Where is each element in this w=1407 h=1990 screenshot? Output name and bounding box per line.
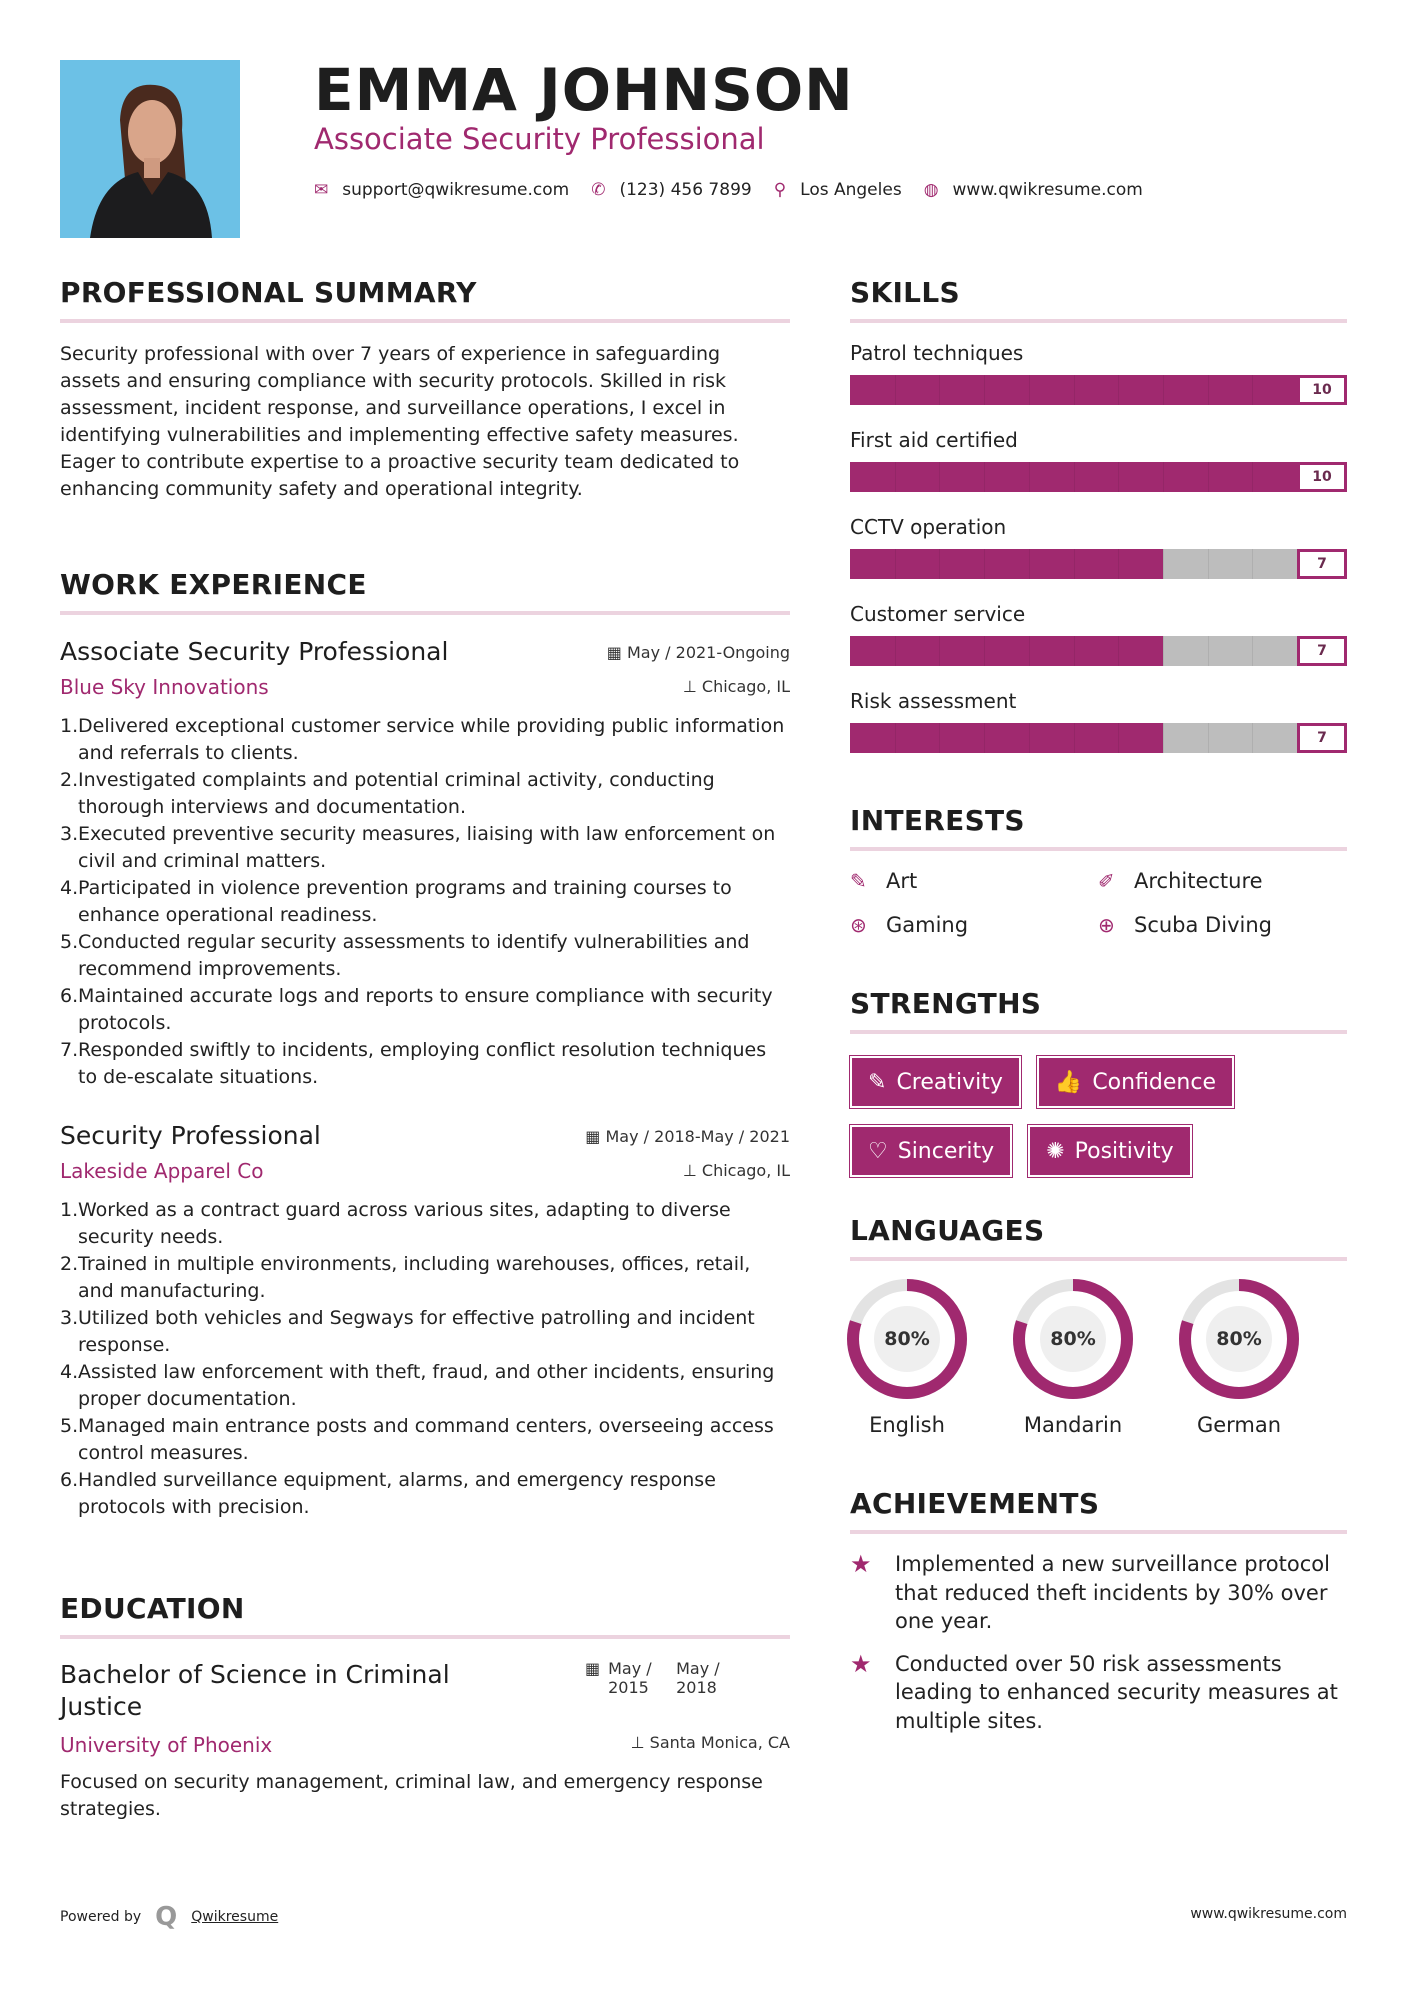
bar-segment <box>1074 723 1075 753</box>
job-entry <box>60 1121 790 1521</box>
bar-segment <box>984 636 985 666</box>
candidate-title: Associate Security Professional <box>314 122 765 156</box>
skill-bar <box>850 636 1347 666</box>
star-icon: ★ <box>850 1649 872 1678</box>
skill-item <box>850 602 1347 689</box>
skill-item <box>850 341 1347 428</box>
strength-label: Sincerity <box>897 1138 995 1164</box>
section-heading: SKILLS <box>850 276 960 309</box>
interest-item <box>1098 913 1346 937</box>
job-title: Security Professional <box>60 1121 321 1150</box>
school-name: University of Phoenix <box>60 1733 273 1757</box>
job-bullet <box>60 1197 790 1251</box>
skill-track <box>850 549 1297 579</box>
bar-segment <box>1208 549 1209 579</box>
achievement-text: Conducted over 50 risk assessments leading to enhanced security measures at multiple sites. <box>895 1651 1338 1733</box>
bar-segment <box>895 375 896 405</box>
contact-bar <box>314 180 1165 200</box>
globe-icon: ◍ <box>923 180 939 200</box>
job-bullet <box>60 929 790 983</box>
bar-segment <box>939 375 940 405</box>
bar-segment <box>895 462 896 492</box>
job-bullets <box>60 713 790 1091</box>
phone-icon: ✆ <box>591 180 606 200</box>
language-donut <box>1011 1277 1135 1401</box>
pin-icon: ⊥ <box>682 1161 702 1180</box>
divider <box>60 319 790 323</box>
bullet-text: Executed preventive security measures, liaising with law enforcement on civil and criminal matters. <box>78 823 776 872</box>
skill-item <box>850 428 1347 515</box>
skill-value: 10 <box>1297 462 1347 492</box>
language-donut <box>1177 1277 1301 1401</box>
skill-label: Risk assessment <box>850 689 1017 713</box>
bullet-number: 7. <box>60 1039 79 1061</box>
bar-segment <box>984 549 985 579</box>
calendar-icon: ▦ <box>585 1659 601 1678</box>
education-section <box>60 1592 790 1823</box>
end-date: May / 2018 <box>676 1659 720 1697</box>
bullet-text: Worked as a contract guard across various sites, adapting to diverse security needs. <box>78 1199 731 1248</box>
language-donut <box>845 1277 969 1401</box>
bar-segment <box>1163 375 1164 405</box>
brand-link[interactable]: Qwikresume <box>191 1909 279 1925</box>
job-location <box>683 1161 790 1180</box>
divider <box>850 847 1347 851</box>
strengths-section <box>850 987 1347 1177</box>
achievements-section <box>850 1487 1347 1749</box>
language-label: German <box>1196 1413 1282 1437</box>
date-text: May / 2021-Ongoing <box>627 643 790 662</box>
job-bullets <box>60 1197 790 1521</box>
skill-label: Customer service <box>850 602 1026 626</box>
job-entry <box>60 637 790 1091</box>
languages-section <box>850 1214 1347 1437</box>
thumbs-up-icon: 👍 <box>1054 1069 1083 1095</box>
job-dates <box>585 1127 790 1146</box>
skill-value: 10 <box>1297 375 1347 405</box>
section-heading: PROFESSIONAL SUMMARY <box>60 276 477 309</box>
interest-label: Scuba Diving <box>1134 913 1272 937</box>
skill-item <box>850 515 1347 602</box>
interests-section <box>850 804 1347 937</box>
skill-item <box>850 689 1347 776</box>
bullet-text: Maintained accurate logs and reports to ensure compliance with security protocols. <box>78 985 773 1034</box>
language-percent: 80% <box>1050 1328 1096 1350</box>
bar-segment <box>1029 375 1030 405</box>
bar-segment <box>939 549 940 579</box>
location-text: Chicago, IL <box>701 677 790 696</box>
job-bullet <box>60 1251 790 1305</box>
job-location <box>683 677 790 696</box>
bar-segment <box>1118 375 1119 405</box>
skill-bar <box>850 375 1347 405</box>
bullet-number: 5. <box>60 1415 79 1437</box>
bullet-text: Participated in violence prevention programs and training courses to enhance operational readiness. <box>78 877 732 926</box>
bullet-number: 2. <box>60 1253 79 1275</box>
bullet-text: Handled surveillance equipment, alarms, and emergency response protocols with precision. <box>78 1469 716 1518</box>
paintbrush-icon: ✎ <box>868 1069 887 1095</box>
section-heading: LANGUAGES <box>850 1214 1045 1247</box>
bar-segment <box>1029 636 1030 666</box>
strength-chip <box>850 1056 1021 1108</box>
bar-segment <box>895 636 896 666</box>
job-bullet <box>60 821 790 875</box>
skill-track <box>850 723 1297 753</box>
divider <box>60 1635 790 1639</box>
achievement-item <box>850 1550 1347 1636</box>
strength-label: Positivity <box>1074 1138 1174 1164</box>
skill-value: 7 <box>1297 636 1347 666</box>
bar-segment <box>984 723 985 753</box>
skill-bar <box>850 462 1347 492</box>
bar-segment <box>1252 375 1253 405</box>
company-name: Lakeside Apparel Co <box>60 1159 264 1183</box>
job-bullet <box>60 767 790 821</box>
skill-fill <box>850 549 1163 579</box>
divider <box>850 319 1347 323</box>
summary-text: Security professional with over 7 years of experience in safeguarding assets and ensuring compliance with security protocols. Skilled in risk assessment, incident response, and surveillance operations, I excel in identifying vulnerabilities and implementing effective safety measures. Eager to contribute expertise to a proactive security team dedicated to enhancing community safety and operational integrity. <box>60 343 740 500</box>
skill-label: First aid certified <box>850 428 1018 452</box>
skill-value: 7 <box>1297 723 1347 753</box>
skills-section <box>850 276 1347 776</box>
envelope-icon: ✉ <box>314 180 329 200</box>
skill-track <box>850 375 1297 405</box>
strength-label: Creativity <box>896 1069 1003 1095</box>
bar-segment <box>1118 723 1119 753</box>
contact-email[interactable]: support@qwikresume.com <box>342 180 570 200</box>
strength-chip <box>850 1125 1012 1177</box>
sun-icon: ✺ <box>1046 1138 1065 1164</box>
bar-segment <box>1208 462 1209 492</box>
bullet-number: 5. <box>60 931 79 953</box>
bar-segment <box>939 636 940 666</box>
lifebuoy-icon: ⊕ <box>1098 913 1115 937</box>
interest-item <box>850 913 1098 937</box>
skill-track <box>850 462 1297 492</box>
language-label: Mandarin <box>1023 1413 1123 1437</box>
skill-label: Patrol techniques <box>850 341 1024 365</box>
contact-location: Los Angeles <box>800 180 902 200</box>
pin-icon: ⊥ <box>630 1733 650 1752</box>
bar-segment <box>1074 375 1075 405</box>
bar-segment <box>1252 462 1253 492</box>
education-description: Focused on security management, criminal law, and emergency response strategies. <box>60 1771 763 1820</box>
interest-label: Gaming <box>886 913 969 937</box>
job-bullet <box>60 1413 790 1467</box>
contact-website[interactable]: www.qwikresume.com <box>952 180 1143 200</box>
degree-title: Bachelor of Science in Criminal Justice <box>60 1660 450 1721</box>
location-text: Chicago, IL <box>701 1161 790 1180</box>
interest-item <box>850 869 1098 893</box>
job-bullet <box>60 1305 790 1359</box>
language-item <box>1156 1277 1322 1437</box>
bar-segment <box>939 723 940 753</box>
language-percent: 80% <box>1216 1328 1262 1350</box>
gamepad-icon: ⊛ <box>850 913 867 937</box>
calendar-icon: ▦ <box>585 1127 606 1146</box>
bar-segment <box>1163 723 1164 753</box>
skill-fill <box>850 636 1163 666</box>
heart-icon: ♡ <box>868 1138 888 1164</box>
interest-item <box>1098 869 1346 893</box>
divider <box>850 1257 1347 1261</box>
bar-segment <box>1252 723 1253 753</box>
bar-segment <box>1029 549 1030 579</box>
bar-segment <box>895 723 896 753</box>
job-bullet <box>60 1037 790 1091</box>
achievement-text: Implemented a new surveillance protocol that reduced theft incidents by 30% over one year. <box>895 1552 1330 1633</box>
bullet-number: 4. <box>60 1361 79 1383</box>
summary-section <box>60 276 790 503</box>
language-item <box>990 1277 1156 1437</box>
bar-segment <box>1208 636 1209 666</box>
bar-segment <box>1074 636 1075 666</box>
bullet-text: Delivered exceptional customer service while providing public information and referrals to clients. <box>78 715 785 764</box>
job-bullet <box>60 1467 790 1521</box>
bar-segment <box>1074 462 1075 492</box>
bar-segment <box>984 375 985 405</box>
bar-segment <box>939 462 940 492</box>
skill-label: CCTV operation <box>850 515 1007 539</box>
bar-segment <box>1029 723 1030 753</box>
start-date: May / 2015 <box>608 1659 652 1697</box>
bullet-number: 1. <box>60 715 79 737</box>
bar-segment <box>1163 636 1164 666</box>
skill-fill <box>850 723 1163 753</box>
divider <box>850 1530 1347 1534</box>
strength-chip <box>1028 1125 1191 1177</box>
skill-value: 7 <box>1297 549 1347 579</box>
bullet-text: Responded swiftly to incidents, employing conflict resolution techniques to de-escalate situations. <box>78 1039 767 1088</box>
map-pin-icon: ⚲ <box>773 180 787 200</box>
language-label: English <box>869 1413 945 1437</box>
bar-segment <box>1118 549 1119 579</box>
bullet-text: Utilized both vehicles and Segways for effective patrolling and incident response. <box>78 1307 755 1356</box>
job-dates <box>607 643 790 662</box>
job-bullet <box>60 713 790 767</box>
interest-label: Architecture <box>1134 869 1263 893</box>
section-heading: WORK EXPERIENCE <box>60 568 367 601</box>
job-bullet <box>60 983 790 1037</box>
job-title: Associate Security Professional <box>60 637 449 666</box>
bar-segment <box>1074 549 1075 579</box>
star-icon: ★ <box>850 1550 872 1578</box>
bar-segment <box>1208 375 1209 405</box>
bullet-text: Managed main entrance posts and command centers, overseeing access control measures. <box>78 1415 774 1464</box>
calendar-icon: ▦ <box>606 643 627 662</box>
skill-track <box>850 636 1297 666</box>
bar-segment <box>1208 723 1209 753</box>
divider <box>850 1030 1347 1034</box>
bar-segment <box>1118 462 1119 492</box>
job-bullet <box>60 875 790 929</box>
pin-icon: ⊥ <box>682 677 702 696</box>
bullet-number: 3. <box>60 1307 79 1329</box>
bullet-number: 3. <box>60 823 79 845</box>
bar-segment <box>895 549 896 579</box>
bullet-number: 1. <box>60 1199 79 1221</box>
bar-segment <box>984 462 985 492</box>
bar-segment <box>1252 636 1253 666</box>
language-item <box>824 1277 990 1437</box>
section-heading: ACHIEVEMENTS <box>850 1487 1100 1520</box>
section-heading: INTERESTS <box>850 804 1025 837</box>
bullet-text: Assisted law enforcement with theft, fraud, and other incidents, ensuring proper documentation. <box>78 1361 775 1410</box>
bar-segment <box>1163 462 1164 492</box>
education-location <box>631 1733 790 1752</box>
experience-section <box>60 568 790 1521</box>
language-percent: 80% <box>884 1328 930 1350</box>
education-dates <box>585 1659 736 1697</box>
bullet-text: Investigated complaints and potential criminal activity, conducting thorough interviews and documentation. <box>78 769 715 818</box>
bar-segment <box>1252 549 1253 579</box>
divider <box>60 611 790 615</box>
paintbrush-icon: ✎ <box>850 869 867 893</box>
date-text: May / 2018-May / 2021 <box>605 1127 790 1146</box>
powered-by-text: Powered by <box>60 1909 142 1925</box>
bar-segment <box>1029 462 1030 492</box>
job-bullet <box>60 1359 790 1413</box>
company-name: Blue Sky Innovations <box>60 675 269 699</box>
bullet-number: 2. <box>60 769 79 791</box>
footer-branding <box>60 1902 278 1932</box>
contact-phone: (123) 456 7899 <box>619 180 752 200</box>
skill-bar <box>850 549 1347 579</box>
section-heading: STRENGTHS <box>850 987 1042 1020</box>
bullet-number: 4. <box>60 877 79 899</box>
bullet-text: Conducted regular security assessments to identify vulnerabilities and recommend improvements. <box>78 931 750 980</box>
achievement-item <box>850 1650 1347 1736</box>
strength-label: Confidence <box>1092 1069 1217 1095</box>
profile-photo <box>60 60 240 238</box>
bullet-number: 6. <box>60 1469 79 1491</box>
section-heading: EDUCATION <box>60 1592 245 1625</box>
strength-chip <box>1037 1056 1234 1108</box>
footer-website[interactable]: www.qwikresume.com <box>1190 1906 1347 1922</box>
skill-bar <box>850 723 1347 753</box>
ruler-icon: ✐ <box>1098 869 1115 893</box>
bullet-number: 6. <box>60 985 79 1007</box>
bar-segment <box>1163 549 1164 579</box>
qwikresume-logo-icon: Q <box>155 1902 178 1932</box>
location-text: Santa Monica, CA <box>649 1733 790 1752</box>
bullet-text: Trained in multiple environments, including warehouses, offices, retail, and manufacturing. <box>78 1253 751 1302</box>
candidate-name: EMMA JOHNSON <box>314 56 854 124</box>
bar-segment <box>1118 636 1119 666</box>
interest-label: Art <box>886 869 918 893</box>
